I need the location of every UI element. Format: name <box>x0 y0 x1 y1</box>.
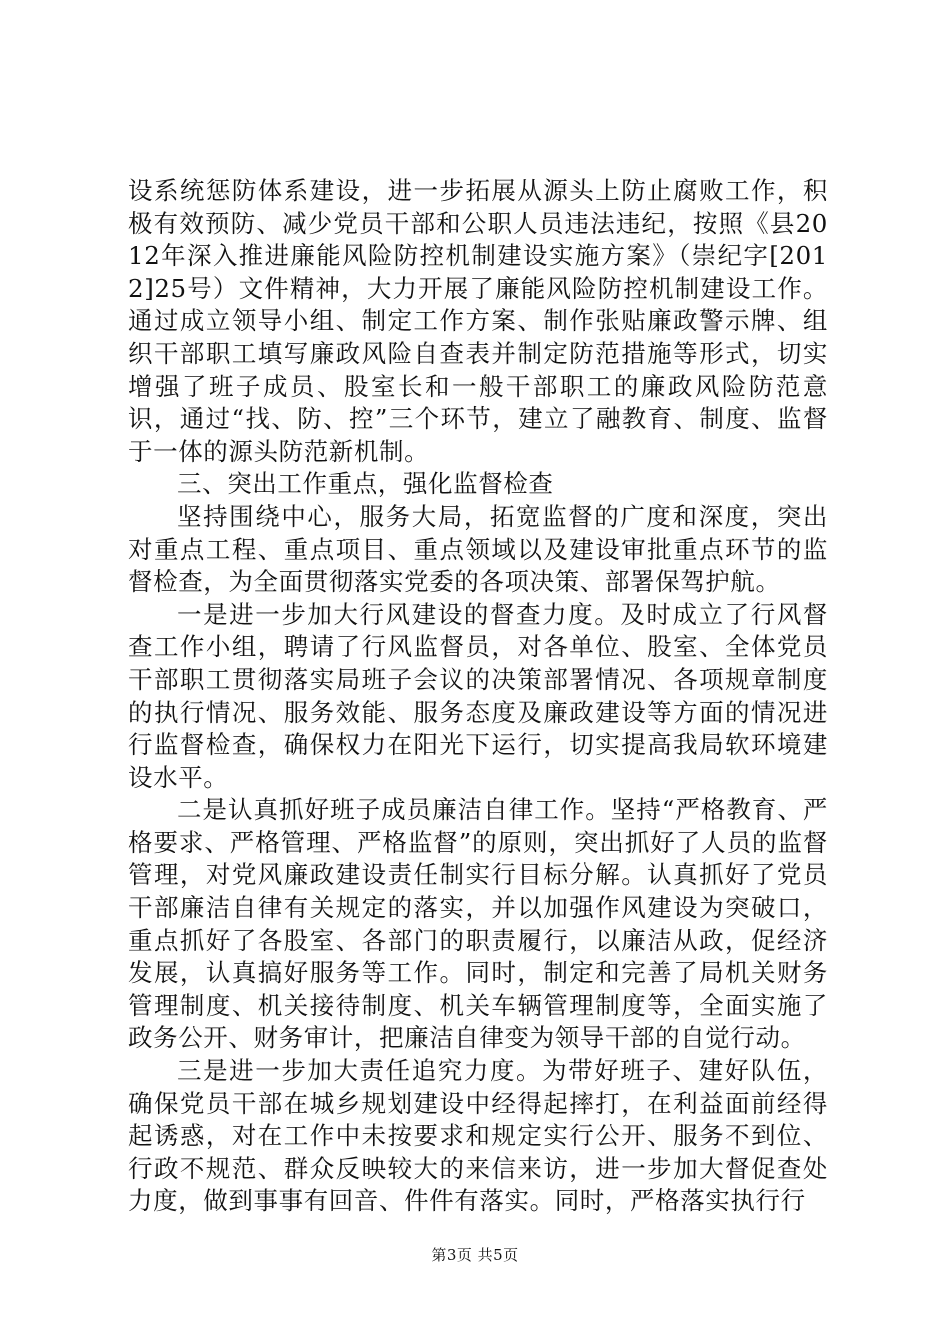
paragraph-4: 二是认真抓好班子成员廉洁自律工作。坚持“严格教育、严格要求、严格管理、严格监督”的原则，突出抓好了人员的监督管理，对党风廉政建设责任制实行目标分解。认真抓好了党员干部廉洁自律有关规定的落实，并以加强作风建设为突破口，重点抓好了各股室、各部门的职责履行，以廉洁从政，促经济发展，认真搞好服务等工作。同时，制定和完善了局机关财务管理制度、机关接待制度、机关车辆管理制度等，全面实施了政务公开、财务审计，把廉洁自律变为领导干部的自觉行动。 <box>128 795 828 1053</box>
paragraph-1: 设系统惩防体系建设，进一步拓展从源头上防止腐败工作，积极有效预防、减少党员干部和公职人员违法违纪，按照《县2012年深入推进廉能风险防控机制建设实施方案》（崇纪字[2012]25号）文件精神，大力开展了廉能风险防控机制建设工作。通过成立领导小组、制定工作方案、制作张贴廉政警示牌、组织干部职工填写廉政风险自查表并制定防范措施等形式，切实增强了班子成员、股室长和一般干部职工的廉政风险防范意识，通过“找、防、控”三个环节，建立了融教育、制度、监督于一体的源头防范新机制。 <box>128 176 828 466</box>
page-footer: 第3页 共5页 <box>431 1246 519 1264</box>
paragraph-3: 一是进一步加大行风建设的督查力度。及时成立了行风督查工作小组，聘请了行风监督员，对各单位、股室、全体党员干部职工贯彻落实局班子会议的决策部署情况、各项规章制度的执行情况、服务效能、服务态度及廉政建设等方面的情况进行监督检查，确保权力在阳光下运行，切实提高我局软环境建设水平。 <box>128 599 828 792</box>
section-heading: 三、突出工作重点，强化监督检查 <box>177 469 554 499</box>
paragraph-5: 三是进一步加大责任追究力度。为带好班子、建好队伍，确保党员干部在城乡规划建设中经得起摔打，在利益面前经得起诱惑，对在工作中未按要求和规定实行公开、服务不到位、行政不规范、群众反映较大的来信来访，进一步加大督促查处力度，做到事事有回音、件件有落实。同时，严格落实执行行 <box>128 1056 828 1216</box>
paragraph-2: 坚持围绕中心，服务大局，拓宽监督的广度和深度，突出对重点工程、重点项目、重点领域以及建设审批重点环节的监督检查，为全面贯彻落实党委的各项决策、部署保驾护航。 <box>128 501 828 597</box>
document-body <box>128 175 828 1218</box>
